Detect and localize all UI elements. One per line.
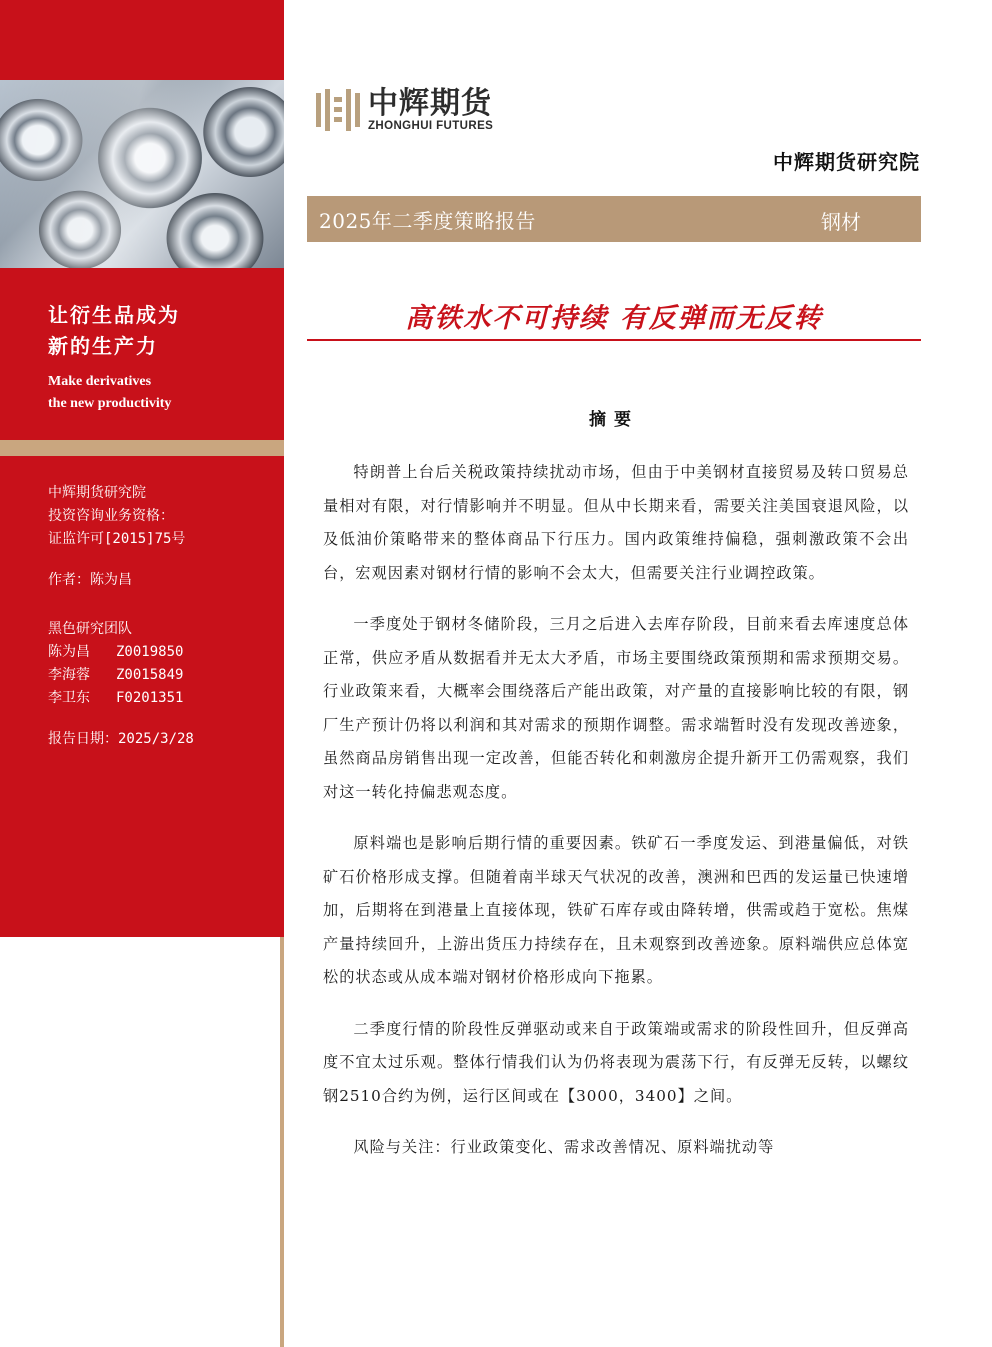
logo-text-english: ZHONGHUI FUTURES: [368, 120, 494, 132]
headline-rule: [307, 339, 921, 341]
abstract-paragraph: 风险与关注：行业政策变化、需求改善情况、原料端扰动等: [353, 1138, 775, 1156]
qualification-label: 投资咨询业务资格：: [48, 508, 174, 524]
company-logo: [316, 88, 493, 132]
abstract-paragraph: 原料端也是影响后期行情的重要因素。铁矿石一季度发运、到港量偏低，对铁矿石价格形成支撑。但随着南半球天气状况的改善，澳洲和巴西的发运量已快速增加，后期将在到港量上直接体现，铁矿石库存或由降转增，供需或趋于宽松。焦煤产量持续回升，上游出货压力持续存在，且未观察到改善迹象。原料端供应总体宽松的状态或从成本端对钢材价格形成向下拖累。: [323, 834, 909, 986]
team-title: 黑色研究团队: [48, 621, 132, 637]
report-category: 钢材: [821, 210, 861, 234]
report-banner: [307, 196, 921, 242]
steel-coils-image: [0, 80, 284, 268]
author: 作者：陈为昌: [48, 572, 132, 588]
member-name: 陈为昌: [48, 644, 90, 660]
license-number: 证监许可[2015]75号: [48, 531, 186, 547]
abstract-paragraph: 二季度行情的阶段性反弹驱动或来自于政策端或需求的阶段性回升，但反弹高度不宜太过乐观。整体行情我们认为仍将表现为震荡下行，有反弹无反转，以螺纹钢2510合约为例，运行区间或在【3000，3400】之间。: [323, 1019, 909, 1105]
abstract-body: [323, 456, 909, 1183]
logo-mark-icon: [316, 89, 360, 131]
report-date: 报告日期：2025/3/28: [48, 731, 194, 747]
sidebar: [0, 0, 284, 1347]
headline: 高铁水不可持续 有反弹而无反转: [405, 303, 823, 334]
team-member: [48, 687, 268, 710]
member-name: 李卫东: [48, 690, 90, 706]
sidebar-edge-line: [280, 937, 284, 1347]
slogan-cn-line-2: 新的生产力: [48, 334, 158, 358]
member-name: 李海蓉: [48, 667, 90, 683]
org-name: 中辉期货研究院: [48, 485, 146, 501]
institute-name: 中辉期货研究院: [773, 150, 920, 174]
sidebar-divider: [0, 440, 284, 456]
report-title: 2025年二季度策略报告: [319, 209, 536, 233]
member-id: F0201351: [116, 690, 184, 706]
slogan-chinese: [48, 300, 268, 362]
abstract-title: 摘要: [589, 410, 639, 430]
abstract-paragraph: 特朗普上台后关税政策持续扰动市场，但由于中美钢材直接贸易及转口贸易总量相对有限，对行情影响并不明显。但从中长期来看，需要关注美国衰退风险，以及低油价策略带来的整体商品下行压力。国内政策维持偏稳，强刺激政策不会出台，宏观因素对钢材行情的影响不会太大，但需要关注行业调控政策。: [323, 463, 909, 582]
abstract-paragraph: 一季度处于钢材冬储阶段，三月之后进入去库存阶段，目前来看去库速度总体正常，供应矛盾从数据看并无太大矛盾，市场主要围绕政策预期和需求预期交易。行业政策来看，大概率会围绕落后产能出政策，对产量的直接影响比较的有限，钢厂生产预计仍将以利润和其对需求的预期作调整。需求端暂时没有发现改善迹象，虽然商品房销售出现一定改善，但能否转化和刺激房企提升新开工仍需观察，我们对这一转化持偏悲观态度。: [323, 615, 909, 801]
slogan-cn-line-1: 让衍生品成为: [48, 303, 180, 327]
slogan-en-line-2: the new productivity: [48, 396, 172, 411]
member-id: Z0015849: [116, 667, 184, 683]
logo-text-chinese: 中辉期货: [368, 86, 492, 121]
slogan-english: [48, 371, 268, 415]
sidebar-info: [48, 482, 268, 751]
slogan-en-line-1: Make derivatives: [48, 374, 152, 389]
team-member: [48, 641, 268, 664]
member-id: Z0019850: [116, 644, 184, 660]
team-member: [48, 664, 268, 687]
